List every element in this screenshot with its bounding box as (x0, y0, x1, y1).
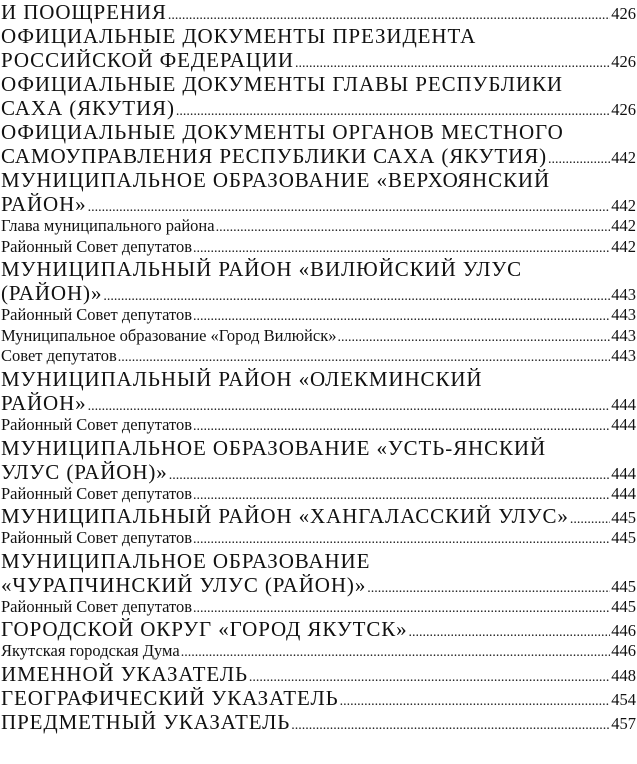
toc-entry-title: Глава муниципального района (1, 216, 215, 235)
dot-leader (409, 621, 611, 645)
toc-section-entry (1, 120, 636, 168)
toc-entry-line (1, 326, 636, 347)
toc-page-number: 443 (611, 305, 636, 325)
toc-subsection-entry (1, 237, 636, 258)
toc-page-number: 445 (611, 508, 636, 528)
toc-section-entry (1, 168, 636, 216)
toc-entry-title: МУНИЦИПАЛЬНОЕ ОБРАЗОВАНИЕ «УСТЬ-ЯНСКИЙ (1, 435, 547, 460)
dot-leader (193, 307, 610, 328)
toc-page-number: 426 (611, 4, 636, 23)
toc-section-entry (1, 0, 636, 24)
toc-page-number: 444 (611, 483, 636, 503)
toc-entry-line (1, 120, 636, 144)
dot-leader (367, 577, 610, 601)
toc-page-number: 445 (611, 528, 636, 548)
toc-entry-line (1, 484, 636, 505)
toc-section-entry (1, 710, 636, 734)
toc-subsection-entry (1, 326, 636, 347)
dot-leader (193, 417, 610, 438)
toc-page-number: 442 (611, 148, 636, 167)
toc-entry-title: Совет депутатов (1, 346, 117, 366)
toc-entry-title: Районный Совет депутатов (1, 414, 193, 434)
toc-subsection-entry (1, 597, 636, 618)
toc-page-number: 448 (611, 665, 636, 685)
toc-subsection-entry (1, 528, 636, 549)
toc-entry-line (1, 686, 636, 710)
toc-entry-title: Муниципальное образование «Город Вилюйск» (1, 325, 337, 345)
toc-entry-title: Районный Совет депутатов (1, 528, 193, 548)
toc-entry-line (1, 216, 636, 237)
dot-leader (193, 599, 610, 620)
toc-entry-line (1, 549, 636, 573)
toc-entry-title: ГЕОГРАФИЧЕСКИЙ УКАЗАТЕЛЬ (1, 685, 339, 710)
toc-entry-title: Районный Совет депутатов (1, 305, 193, 325)
toc-page-number: 457 (611, 713, 636, 733)
toc-page-number: 445 (611, 596, 636, 616)
toc-entry-line (1, 96, 636, 120)
toc-page-number: 442 (611, 196, 636, 215)
toc-page-number: 443 (611, 346, 636, 366)
toc-entry-title: Районный Совет депутатов (1, 236, 193, 256)
toc-page-number: 444 (611, 394, 636, 414)
dot-leader (193, 486, 610, 507)
toc-subsection-entry (1, 484, 636, 505)
toc-entry-title: ГОРОДСКОЙ ОКРУГ «ГОРОД ЯКУТСК» (1, 617, 408, 642)
toc-entry-line (1, 710, 636, 734)
toc-page-number: 445 (611, 576, 636, 596)
dot-leader (169, 464, 611, 488)
toc-section-entry (1, 436, 636, 484)
toc-entry-line (1, 346, 636, 367)
toc-page-number: 426 (611, 100, 636, 119)
toc-section-entry (1, 367, 636, 415)
toc-entry-line (1, 367, 636, 391)
toc-section-entry (1, 549, 636, 597)
toc-entry-title: ОФИЦИАЛЬНЫЕ ДОКУМЕНТЫ ПРЕЗИДЕНТА (1, 24, 477, 48)
toc-entry-line (1, 617, 636, 641)
toc-section-entry (1, 662, 636, 686)
toc-subsection-entry (1, 216, 636, 237)
toc-entry-line (1, 460, 636, 484)
toc-entry-title: ОФИЦИАЛЬНЫЕ ДОКУМЕНТЫ ОРГАНОВ МЕСТНОГО (1, 120, 564, 144)
toc-entry-line (1, 641, 636, 662)
toc-section-entry (1, 617, 636, 641)
toc-section-entry (1, 24, 636, 72)
toc-entry-line (1, 504, 636, 528)
toc-entry-title: ОФИЦИАЛЬНЫЕ ДОКУМЕНТЫ ГЛАВЫ РЕСПУБЛИКИ (1, 72, 563, 96)
toc-page-number: 442 (611, 216, 636, 235)
dot-leader (291, 714, 610, 738)
toc-page-number: 442 (611, 236, 636, 256)
toc-page-number: 444 (611, 463, 636, 483)
toc-page-number: 454 (611, 689, 636, 709)
toc-entry-title: И ПООЩРЕНИЯ (1, 0, 167, 24)
toc-entry-line (1, 573, 636, 597)
toc-section-entry (1, 257, 636, 305)
toc-section-entry (1, 72, 636, 120)
toc-subsection-entry (1, 346, 636, 367)
toc-entry-title: (РАЙОН)» (1, 281, 103, 306)
toc-entry-line (1, 528, 636, 549)
toc-section-entry (1, 686, 636, 710)
toc-entry-title: РОССИЙСКОЙ ФЕДЕРАЦИИ (1, 48, 294, 72)
toc-section-entry (1, 504, 636, 528)
toc-entry-title: «ЧУРАПЧИНСКИЙ УЛУС (РАЙОН)» (1, 572, 367, 597)
toc-entry-line (1, 48, 636, 72)
toc-entry-title: ИМЕННОЙ УКАЗАТЕЛЬ (1, 661, 248, 686)
toc-entry-title: Якутская городская Дума (1, 641, 180, 661)
toc-entry-line (1, 192, 636, 216)
toc-entry-line (1, 0, 636, 24)
toc-entry-title: ПРЕДМЕТНЫЙ УКАЗАТЕЛЬ (1, 709, 291, 734)
toc-entry-line (1, 144, 636, 168)
dot-leader (193, 530, 610, 551)
toc-entry-title: РАЙОН» (1, 192, 87, 216)
toc-page-number: 446 (611, 641, 636, 661)
toc-page-number: 444 (611, 414, 636, 434)
toc-subsection-entry (1, 305, 636, 326)
dot-leader (337, 328, 610, 349)
dot-leader (193, 239, 610, 260)
toc-entry-title: УЛУС (РАЙОН)» (1, 459, 168, 484)
toc-entry-line (1, 237, 636, 258)
toc-subsection-entry (1, 641, 636, 662)
toc-entry-line (1, 305, 636, 326)
dot-leader (340, 690, 611, 714)
dot-leader (216, 218, 611, 239)
toc-entry-title: Районный Совет депутатов (1, 596, 193, 616)
dot-leader (181, 643, 611, 664)
toc-page-number: 446 (611, 621, 636, 641)
toc-entry-line (1, 281, 636, 305)
toc-entry-line (1, 436, 636, 460)
dot-leader (118, 348, 611, 369)
toc-entry-line (1, 415, 636, 436)
toc-page-number: 443 (611, 285, 636, 305)
toc-subsection-entry (1, 415, 636, 436)
dot-leader (548, 148, 610, 172)
toc-entry-title: МУНИЦИПАЛЬНЫЙ РАЙОН «ОЛЕКМИНСКИЙ (1, 366, 483, 391)
toc-entry-title: САМОУПРАВЛЕНИЯ РЕСПУБЛИКИ САХА (ЯКУТИЯ) (1, 144, 548, 168)
toc-entry-line (1, 72, 636, 96)
toc-entry-line (1, 662, 636, 686)
toc-entry-line (1, 168, 636, 192)
toc-entry-line (1, 391, 636, 415)
toc-page-number: 426 (611, 52, 636, 71)
toc-page-number: 443 (611, 325, 636, 345)
toc-entry-line (1, 597, 636, 618)
toc-entry-title: САХА (ЯКУТИЯ) (1, 96, 175, 120)
toc-entry-title: РАЙОН» (1, 390, 87, 415)
toc-entry-title: Районный Совет депутатов (1, 483, 193, 503)
toc-entry-line (1, 257, 636, 281)
dot-leader (570, 508, 610, 532)
toc-entry-title: МУНИЦИПАЛЬНОЕ ОБРАЗОВАНИЕ «ВЕРХОЯНСКИЙ (1, 168, 551, 192)
toc-entry-title: МУНИЦИПАЛЬНЫЙ РАЙОН «ВИЛЮЙСКИЙ УЛУС (1, 257, 523, 282)
toc-entry-title: МУНИЦИПАЛЬНЫЙ РАЙОН «ХАНГАЛАССКИЙ УЛУС» (1, 504, 569, 529)
toc-entry-title: МУНИЦИПАЛЬНОЕ ОБРАЗОВАНИЕ (1, 548, 371, 573)
